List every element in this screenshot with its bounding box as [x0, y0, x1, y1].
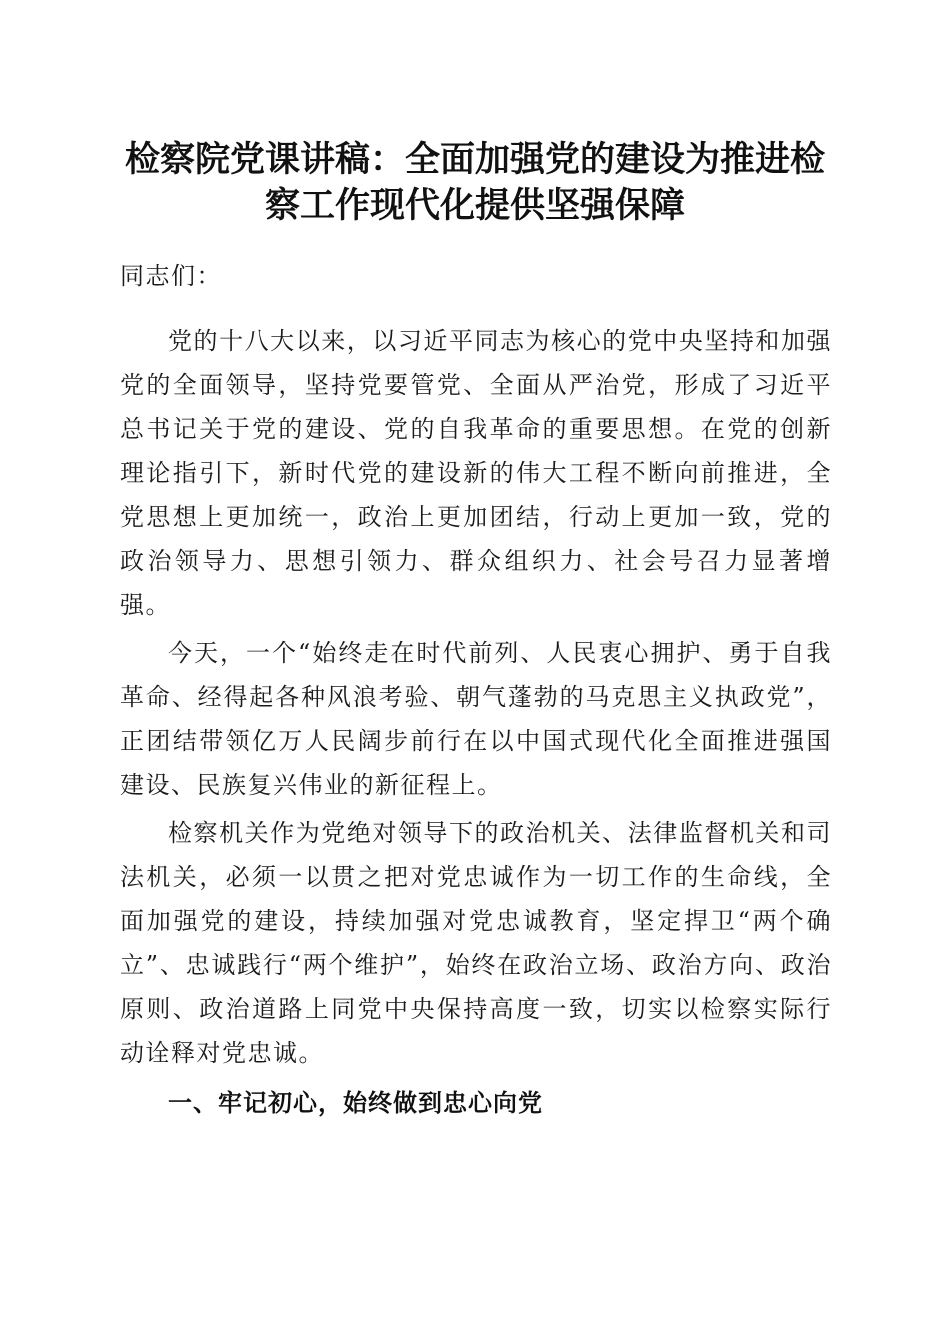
section-heading: 一、牢记初心，始终做到忠心向党 — [168, 1089, 543, 1117]
greeting: 同志们： — [120, 262, 222, 290]
document-title-line-2: 察工作现代化提供坚强保障 — [264, 185, 685, 226]
paragraph-2: 今天，一个“始终走在时代前列、人民衷心拥护、勇于自我革命、经得起各种风浪考验、朝气蓬勃的马克思主义执政党”，正团结带领亿万人民阔步前行在以中国式现代化全面推进强国建设、民族复兴伟业的新征程上。 — [120, 639, 832, 799]
document-title-line-1: 检察院党课讲稿：全面加强党的建设为推进检 — [124, 139, 825, 180]
paragraph-3: 检察机关作为党绝对领导下的政治机关、法律监督机关和司法机关，必须一以贯之把对党忠诚作为一切工作的生命线，全面加强党的建设，持续加强对党忠诚教育，坚定捍卫“两个确立”、忠诚践行“两个维护”，始终在政治立场、政治方向、政治原则、政治道路上同党中央保持高度一致，切实以检察实际行动诠释对党忠诚。 — [120, 819, 832, 1067]
paragraph-1: 党的十八大以来，以习近平同志为核心的党中央坚持和加强党的全面领导，坚持党要管党、全面从严治党，形成了习近平总书记关于党的建设、党的自我革命的重要思想。在党的创新理论指引下，新时代党的建设新的伟大工程不断向前推进，全党思想上更加统一，政治上更加团结，行动上更加一致，党的政治领导力、思想引领力、群众组织力、社会号召力显著增强。 — [120, 327, 832, 619]
